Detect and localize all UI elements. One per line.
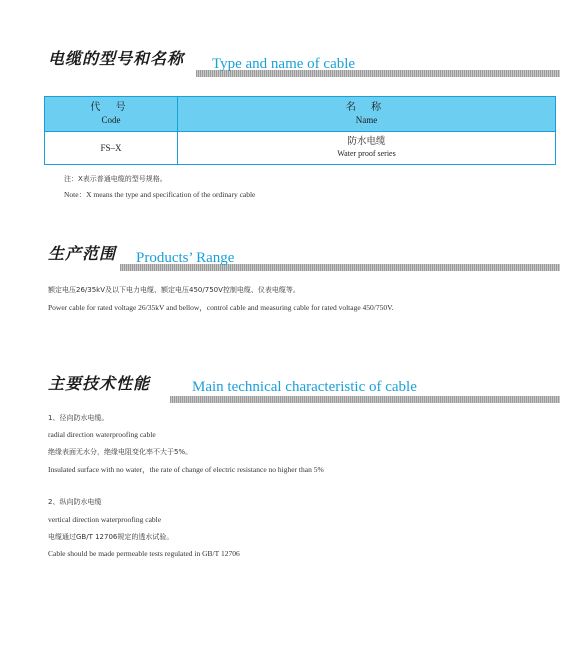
tech-item-1-desc-en: Insulated surface with no water，the rate of change of electric resistance no higher than 5% [48, 465, 324, 474]
tech-item-1-desc-zh: 绝缘表面无水分，绝缘电阻变化率不大于5%。 [48, 448, 193, 456]
tech-item-1-title-zh: 1、径向防水电缆。 [48, 414, 109, 422]
section-rule [170, 396, 560, 403]
tech-item-2-title-zh: 2、纵向防水电缆 [48, 498, 102, 506]
products-zh: 额定电压26/35kV及以下电力电缆、额定电压450/750V控制电缆、仪表电缆等。 [48, 286, 300, 294]
section-title-en: Type and name of cable [212, 56, 356, 72]
section-title-en: Main technical characteristic of cable [192, 379, 417, 395]
cell-code: FS–X [45, 132, 178, 165]
header-name-en: Name [355, 115, 378, 125]
section-title-zh: 电缆的型号和名称 [48, 49, 185, 68]
section-title-en: Products’ Range [136, 250, 235, 266]
header-code-en: Code [101, 115, 121, 125]
section-title-zh: 生产范围 [48, 244, 117, 263]
tech-item-1-title-en: radial direction waterproofing cable [48, 430, 156, 439]
code-table [44, 96, 556, 165]
tech-item-2-desc-en: Cable should be made permeable tests regulated in GB/T 12706 [48, 549, 240, 558]
header-name-zh: 名 称 [345, 102, 388, 113]
cell-name-en: Water proof series [337, 149, 396, 158]
note-zh: 注：X表示普通电缆的型号规格。 [64, 175, 167, 183]
section-technical [0, 366, 574, 406]
table-row [45, 132, 556, 165]
note-en: Note：X means the type and specification of the ordinary cable [64, 190, 256, 199]
header-name [178, 97, 556, 132]
products-en: Power cable for rated voltage 26/35kV and bellow，control cable and measuring cable for rated voltage 450/750V. [48, 303, 394, 312]
header-code [45, 97, 178, 132]
cell-name-zh: 防水电缆 [347, 136, 386, 147]
header-code-zh: 代 号 [90, 102, 132, 113]
section-type-name [0, 40, 574, 80]
tech-item-2-desc-zh: 电缆通过GB/T 12706规定的透水试验。 [48, 533, 174, 541]
tech-item-2-title-en: vertical direction waterproofing cable [48, 515, 162, 524]
section-title-zh: 主要技术性能 [48, 374, 151, 393]
section-products [0, 236, 574, 276]
table-header-row [45, 97, 556, 132]
cell-name [178, 132, 556, 165]
